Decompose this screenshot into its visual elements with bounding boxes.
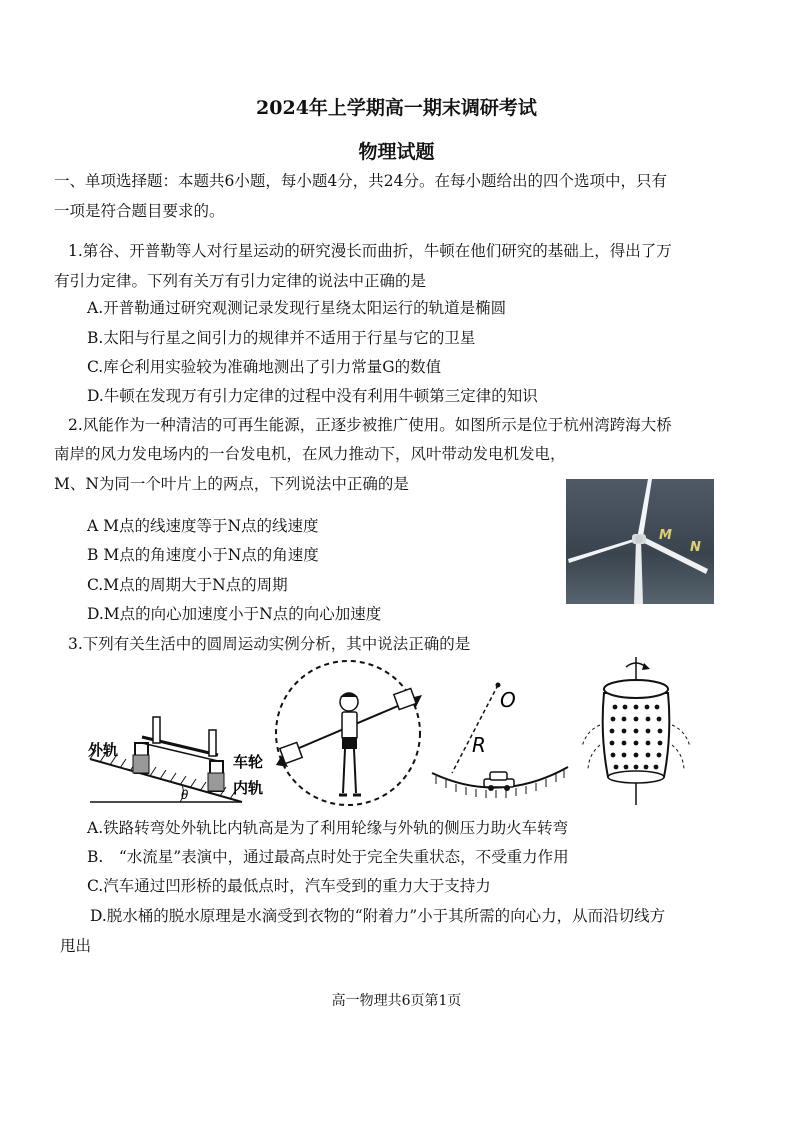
q2-stem-line1: 2.风能作为一种清洁的可再生能源，正逐步被推广使用。如图所示是位于杭州湾跨海大桥 [68, 416, 672, 434]
q3-option-b: B. “水流星”表演中，通过最高点时处于完全失重状态，不受重力作用 [87, 848, 569, 866]
q3-option-c: C.汽车通过凹形桥的最低点时，汽车受到的重力大于支持力 [87, 877, 491, 895]
q1-option-c: C.库仑利用实验较为准确地测出了引力常量G的数值 [87, 358, 442, 376]
label-n: N [690, 540, 701, 555]
angle-theta: θ [181, 788, 189, 802]
railway-curve-figure [88, 717, 263, 802]
q2-stem-line2: 南岸的风力发电场内的一台发电机，在风力推动下，风叶带动发电机发电， [54, 445, 566, 463]
q2-option-b: B M点的角速度小于N点的角速度 [87, 546, 319, 564]
label-m: M [659, 528, 672, 543]
center-o: O [500, 688, 516, 712]
q2-option-d: D.M点的向心加速度小于N点的向心加速度 [87, 605, 382, 623]
q2-stem-line3: M、N为同一个叶片上的两点，下列说法中正确的是 [54, 475, 409, 493]
page-footer: 高一物理共6页第1页 [331, 993, 462, 1009]
q1-stem-line1: 1.第谷、开普勒等人对行星运动的研究漫长而曲折，牛顿在他们研究的基础上，得出了万 [68, 242, 672, 260]
q3-option-d-continued: 甩出 [60, 937, 92, 955]
exam-title: 2024年上学期高一期末调研考试 [256, 97, 537, 119]
wheel-label: 车轮 [233, 753, 264, 771]
concave-bridge-figure [432, 683, 568, 799]
exam-subject: 物理试题 [358, 141, 435, 163]
radius-r: R [472, 733, 486, 757]
q3-stem: 3.下列有关生活中的圆周运动实例分析，其中说法正确的是 [68, 635, 471, 653]
spin-dryer-figure [582, 657, 690, 805]
q1-option-b: B.太阳与行星之间引力的规律并不适用于行星与它的卫星 [87, 329, 476, 347]
water-meteor-figure [276, 661, 422, 805]
circular-motion-figures [60, 655, 740, 810]
inner-rail-label: 内轨 [233, 779, 264, 797]
wind-turbine-photo [566, 479, 714, 604]
q1-stem-line2: 有引力定律。下列有关万有引力定律的说法中正确的是 [54, 272, 427, 290]
q2-option-c: C.M点的周期大于N点的周期 [87, 576, 288, 594]
q2-option-a: A M点的线速度等于N点的线速度 [87, 517, 319, 535]
q3-option-a: A.铁路转弯处外轨比内轨高是为了利用轮缘与外轨的侧压力助火车转弯 [87, 819, 569, 837]
section-intro-line1: 一、单项选择题：本题共6小题，每小题4分，共24分。在每小题给出的四个选项中，只有 [54, 172, 667, 190]
outer-rail-label: 外轨 [88, 741, 119, 759]
section-intro-line2: 一项是符合题目要求的。 [54, 202, 225, 220]
q1-option-a: A.开普勒通过研究观测记录发现行星绕太阳运行的轨道是椭圆 [87, 299, 507, 317]
q1-option-d: D.牛顿在发现万有引力定律的过程中没有利用牛顿第三定律的知识 [87, 387, 538, 405]
q3-option-d: D.脱水桶的脱水原理是水滴受到衣物的“附着力”小于其所需的向心力，从而沿切线方 [90, 907, 666, 925]
